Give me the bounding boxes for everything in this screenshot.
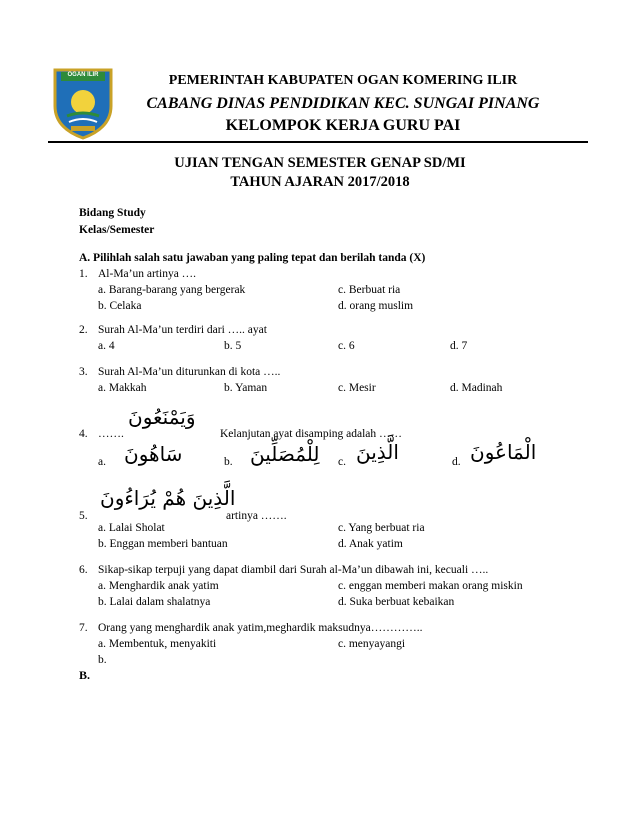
section-a-heading: A. Pilihlah salah satu jawaban yang paling tepat dan berilah tanda (X): [79, 252, 426, 264]
q6-text: Sikap-sikap terpuji yang dapat diambil dari Surah al-Ma’un dibawah ini, kecuali …..: [98, 564, 489, 576]
class-label: Kelas/Semester: [79, 224, 155, 236]
q3-option-a: a. Makkah: [98, 382, 147, 394]
q4-option-a: a.: [98, 456, 106, 468]
q4-arabic-b: لِلْمُصَلِّينَ: [250, 442, 320, 466]
q3-text: Surah Al-Ma’un diturunkan di kota …..: [98, 366, 281, 378]
q6-option-a: a. Menghardik anak yatim: [98, 580, 219, 592]
q2-option-a: a. 4: [98, 340, 115, 352]
q1-option-d: d. orang muslim: [338, 300, 414, 312]
school-year: TAHUN AJARAN 2017/2018: [230, 174, 410, 190]
q5-option-a: a. Lalai Sholat: [98, 522, 165, 534]
q1-option-c: c. Berbuat ria: [338, 284, 401, 296]
q1-option-b: b. Celaka: [98, 300, 142, 312]
q5-option-c: c. Yang berbuat ria: [338, 522, 425, 534]
q4-option-b: b.: [224, 456, 233, 468]
q2-text: Surah Al-Ma’un terdiri dari ….. ayat: [98, 324, 267, 336]
q1-number: 1.: [79, 268, 88, 280]
q4-arabic-prompt: وَيَمْنَعُونَ: [128, 405, 196, 429]
q4-text: Kelanjutan ayat disamping adalah ……: [220, 428, 403, 440]
q7-number: 7.: [79, 622, 88, 634]
header-line-3: KELOMPOK KERJA GURU PAI: [225, 117, 461, 134]
exam-title: UJIAN TENGAN SEMESTER GENAP SD/MI: [174, 155, 466, 171]
header-divider: [48, 141, 588, 143]
q7-option-a: a. Membentuk, menyakiti: [98, 638, 217, 650]
q2-option-c: c. 6: [338, 340, 355, 352]
q4-number: 4.: [79, 428, 88, 440]
q7-option-b: b.: [98, 654, 107, 666]
q1-text: Al-Ma’un artinya ….: [98, 268, 197, 280]
q3-option-b: b. Yaman: [224, 382, 268, 394]
q2-number: 2.: [79, 324, 88, 336]
subject-label: Bidang Study: [79, 207, 146, 219]
q4-option-c: c.: [338, 456, 346, 468]
q3-option-d: d. Madinah: [450, 382, 503, 394]
q5-text: artinya …….: [226, 510, 287, 522]
q3-option-c: c. Mesir: [338, 382, 376, 394]
q2-option-b: b. 5: [224, 340, 242, 352]
q1-option-a: a. Barang-barang yang bergerak: [98, 284, 246, 296]
q6-number: 6.: [79, 564, 88, 576]
q2-option-d: d. 7: [450, 340, 468, 352]
q4-arabic-d: الْمَاعُونَ: [470, 440, 537, 464]
q5-option-d: d. Anak yatim: [338, 538, 403, 550]
logo-text: OGAN ILIR: [67, 72, 99, 78]
q6-option-c: c. enggan memberi makan orang miskin: [338, 580, 523, 592]
q7-text: Orang yang menghardik anak yatim,meghardik maksudnya…………..: [98, 622, 423, 634]
q4-option-d: d.: [452, 456, 461, 468]
q7-option-c: c. menyayangi: [338, 638, 406, 650]
q5-number: 5.: [79, 510, 88, 522]
section-b-heading: B.: [79, 668, 91, 682]
q4-dots: …….: [98, 428, 124, 440]
header-line-2: CABANG DINAS PENDIDIKAN KEC. SUNGAI PINANG: [146, 95, 540, 112]
regency-logo: [49, 66, 117, 140]
q5-option-b: b. Enggan memberi bantuan: [98, 538, 228, 550]
q5-arabic-prompt: الَّذِينَ هُمْ يُرَاءُونَ: [100, 486, 236, 510]
q6-option-d: d. Suka berbuat kebaikan: [338, 596, 455, 608]
q3-number: 3.: [79, 366, 88, 378]
q4-arabic-c: الَّذِينَ: [356, 440, 399, 464]
header-line-1: PEMERINTAH KABUPATEN OGAN KOMERING ILIR: [168, 73, 518, 88]
q6-option-b: b. Lalai dalam shalatnya: [98, 596, 211, 608]
q4-arabic-a: سَاهُونَ: [124, 442, 183, 466]
